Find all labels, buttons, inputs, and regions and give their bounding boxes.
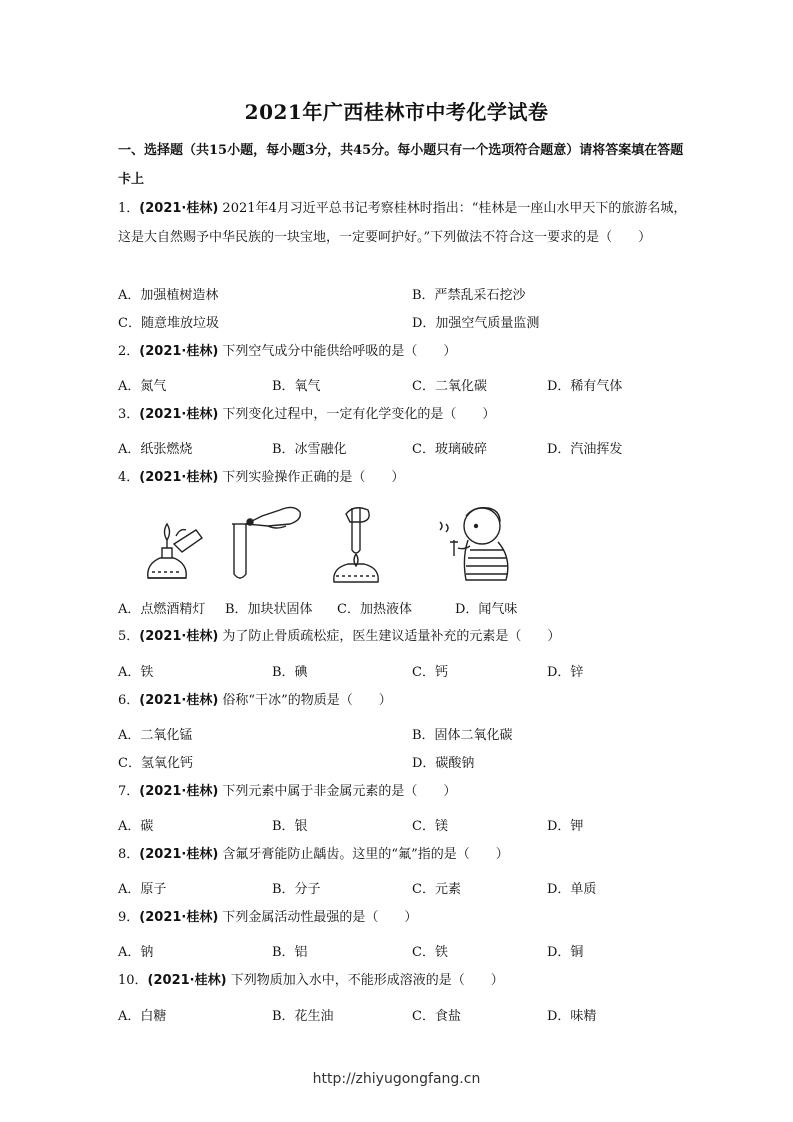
- question-1: [118, 194, 688, 252]
- option-d[interactable]: D．碳酸钠: [412, 756, 475, 771]
- option-b[interactable]: B．加块状固体: [225, 602, 313, 617]
- option-a[interactable]: A．氮气: [118, 379, 167, 394]
- heating-liquid-figure: [326, 500, 386, 584]
- option-c[interactable]: C．钙: [412, 665, 448, 680]
- options-6: [118, 724, 688, 746]
- question-source: (2021·桂林): [139, 629, 219, 644]
- question-4: [118, 463, 688, 492]
- options-9: [118, 941, 688, 963]
- question-text: 下列变化过程中，一定有化学变化的是（ ）: [218, 407, 496, 422]
- question-source: (2021·桂林): [147, 973, 227, 988]
- option-d[interactable]: D．味精: [547, 1009, 597, 1024]
- option-d[interactable]: D．铜: [547, 945, 584, 960]
- option-b[interactable]: B．严禁乱采石挖沙: [412, 288, 526, 303]
- question-number: 7．: [118, 784, 140, 799]
- question-source: (2021·桂林): [139, 693, 219, 708]
- question-text: 俗称“干冰”的物质是（ ）: [218, 693, 392, 708]
- test-tube-solid-figure: [228, 500, 308, 584]
- question-source: (2021·桂林): [139, 910, 219, 925]
- question-text: 为了防止骨质疏松症，医生建议适量补充的元素是（ ）: [218, 629, 561, 644]
- question-3: [118, 400, 688, 429]
- option-c[interactable]: C．氢氧化钙: [118, 756, 193, 771]
- question-number: 10．: [118, 973, 148, 988]
- question-text: 下列物质加入水中，不能形成溶液的是（ ）: [226, 973, 504, 988]
- options-10: [118, 1005, 688, 1027]
- question-source: (2021·桂林): [139, 344, 219, 359]
- alcohol-lamp-figure: [140, 506, 210, 586]
- options-7: [118, 815, 688, 837]
- option-c[interactable]: C．元素: [412, 882, 461, 897]
- option-a[interactable]: A．加强植树造林: [118, 288, 219, 303]
- option-c[interactable]: C．食盐: [412, 1009, 461, 1024]
- question-text: 下列元素中属于非金属元素的是（ ）: [218, 784, 457, 799]
- question-10: [118, 966, 688, 995]
- option-b[interactable]: B．分子: [272, 882, 321, 897]
- options-8: [118, 878, 688, 900]
- option-d[interactable]: D．单质: [547, 882, 597, 897]
- question-number: 1．: [118, 201, 140, 216]
- option-b[interactable]: B．氧气: [272, 379, 321, 394]
- question-number: 3．: [118, 407, 140, 422]
- question-5: [118, 622, 688, 651]
- section-heading: 一、选择题（共15小题，每小题3分，共45分。每小题只有一个选项符合题意）请将答案填在答题卡上: [118, 143, 684, 187]
- option-c[interactable]: C．加热液体: [337, 602, 412, 617]
- option-a[interactable]: A．碳: [118, 819, 154, 834]
- options-1: [118, 284, 688, 306]
- question-number: 5．: [118, 629, 140, 644]
- option-d[interactable]: D．闻气味: [455, 602, 518, 617]
- question-text: 下列实验操作正确的是（ ）: [218, 470, 405, 485]
- options-5: [118, 661, 688, 683]
- option-b[interactable]: B．冰雪融化: [272, 442, 347, 457]
- question-number: 6．: [118, 693, 140, 708]
- options-4: [118, 598, 688, 620]
- question-8: [118, 840, 688, 869]
- option-d[interactable]: D．稀有气体: [547, 379, 623, 394]
- page-title: 2021年广西桂林市中考化学试卷: [244, 100, 549, 124]
- option-b[interactable]: B．固体二氧化碳: [412, 728, 513, 743]
- smelling-odor-figure: [434, 500, 524, 584]
- question-text: 下列金属活动性最强的是（ ）: [218, 910, 418, 925]
- options-1b: [118, 312, 688, 334]
- question-6: [118, 686, 688, 715]
- question-2: [118, 337, 688, 366]
- option-d[interactable]: D．加强空气质量监测: [412, 316, 540, 331]
- options-3: [118, 438, 688, 460]
- option-a[interactable]: A．原子: [118, 882, 167, 897]
- option-a[interactable]: A．点燃酒精灯: [118, 602, 206, 617]
- option-b[interactable]: B．铝: [272, 945, 308, 960]
- option-c[interactable]: C．随意堆放垃圾: [118, 316, 219, 331]
- option-b[interactable]: B．碘: [272, 665, 308, 680]
- option-a[interactable]: A．钠: [118, 945, 154, 960]
- footer-url[interactable]: http://zhiyugongfang.cn: [312, 1071, 481, 1087]
- question-number: 8．: [118, 847, 140, 862]
- option-a[interactable]: A．白糖: [118, 1009, 167, 1024]
- question-number: 9．: [118, 910, 140, 925]
- option-b[interactable]: B．花生油: [272, 1009, 334, 1024]
- question-9: [118, 903, 688, 932]
- options-2: [118, 375, 688, 397]
- question-text: 2021年4月习近平总书记考察桂林时指出：“桂林是一座山水甲天下的旅游名城，这是大自然赐予中华民族的一块宝地，一定要呵护好。”下列做法不符合这一要求的是（ ）: [118, 201, 687, 245]
- question-7: [118, 777, 688, 806]
- option-b[interactable]: B．银: [272, 819, 308, 834]
- options-6b: [118, 752, 688, 774]
- option-a[interactable]: A．铁: [118, 665, 154, 680]
- option-c[interactable]: C．铁: [412, 945, 448, 960]
- question-text: 含氟牙膏能防止龋齿。这里的“氟”指的是（ ）: [218, 847, 509, 862]
- option-d[interactable]: D．锌: [547, 665, 584, 680]
- option-a[interactable]: A．纸张燃烧: [118, 442, 193, 457]
- question-text: 下列空气成分中能供给呼吸的是（ ）: [218, 344, 457, 359]
- question-number: 2．: [118, 344, 140, 359]
- question-source: (2021·桂林): [139, 407, 219, 422]
- option-d[interactable]: D．钾: [547, 819, 584, 834]
- option-c[interactable]: C．玻璃破碎: [412, 442, 487, 457]
- question-number: 4．: [118, 470, 140, 485]
- option-a[interactable]: A．二氧化锰: [118, 728, 193, 743]
- option-d[interactable]: D．汽油挥发: [547, 442, 623, 457]
- option-c[interactable]: C．二氧化碳: [412, 379, 487, 394]
- question-source: (2021·桂林): [139, 784, 219, 799]
- question-source: (2021·桂林): [139, 847, 219, 862]
- question-source: (2021·桂林): [139, 470, 219, 485]
- question-source: (2021·桂林): [139, 201, 219, 216]
- option-c[interactable]: C．镁: [412, 819, 448, 834]
